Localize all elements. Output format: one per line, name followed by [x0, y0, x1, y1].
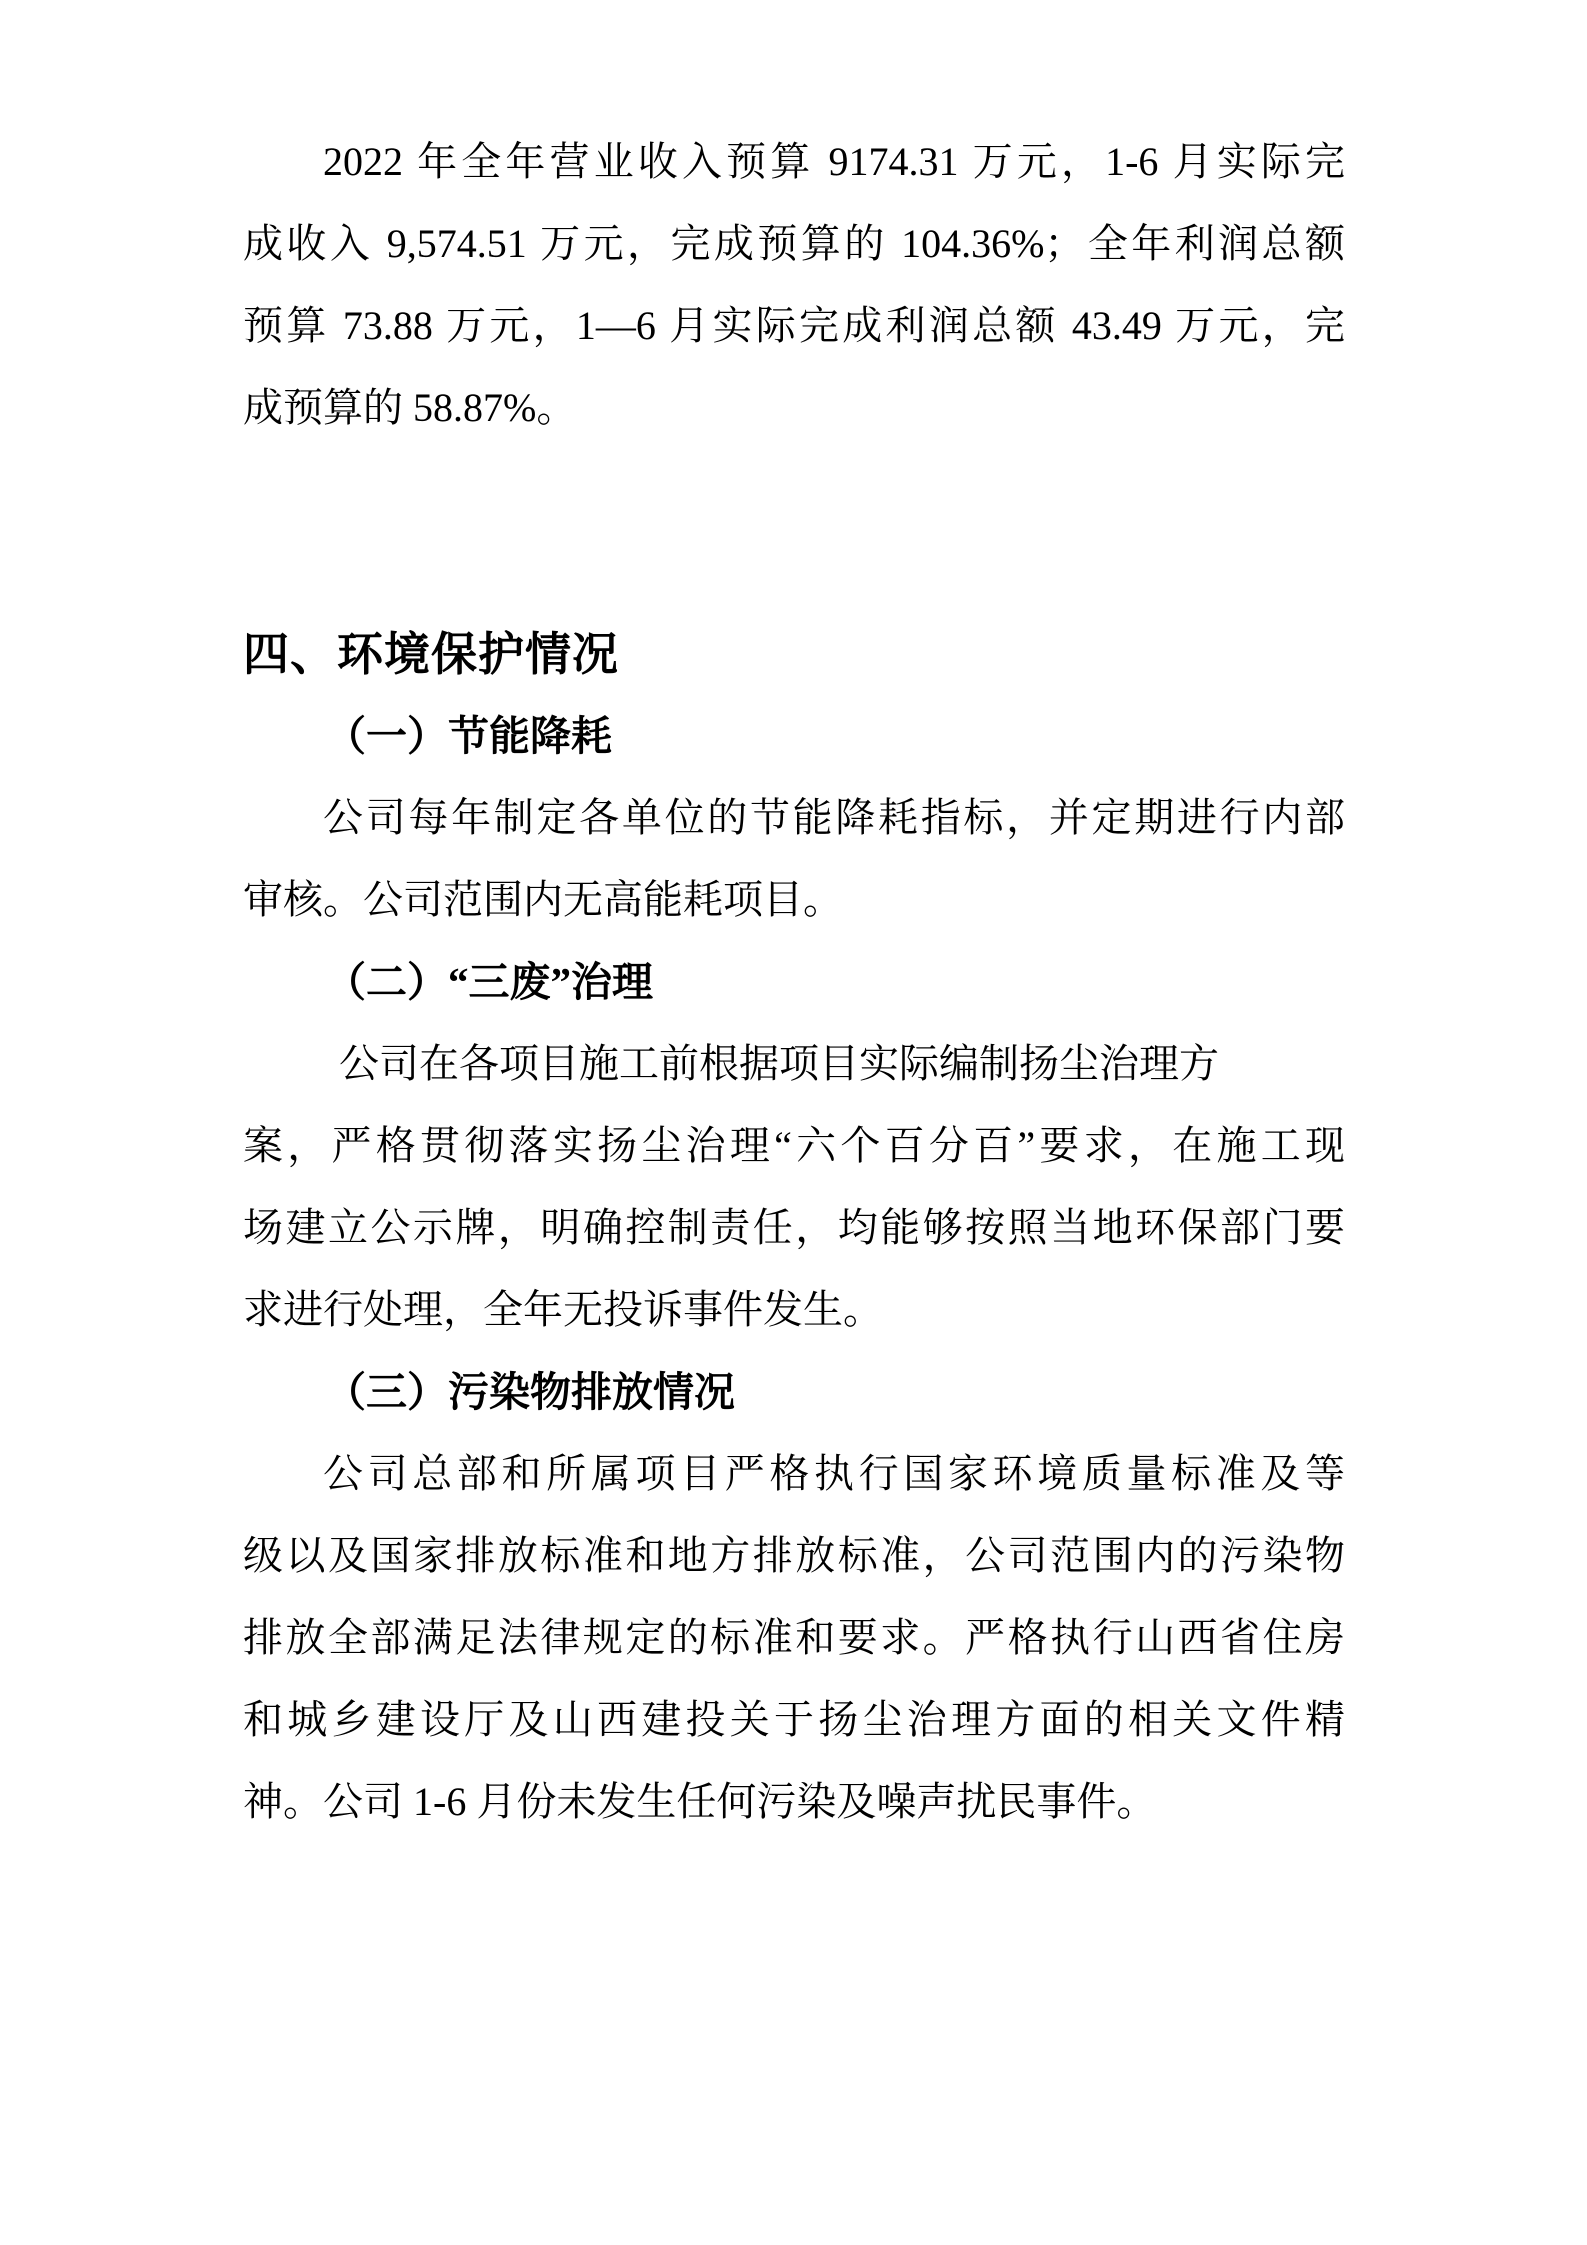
subsection-heading-energy: （一）节能降耗: [325, 713, 612, 759]
finance-paragraph-line-4: 成预算的 58.87%。: [243, 385, 577, 430]
energy-paragraph-line-1: 公司每年制定各单位的节能降耗指标，并定期进行内部: [323, 795, 1345, 840]
paragraph-spacer: [243, 449, 1345, 613]
pollution-paragraph-line-1: 公司总部和所属项目严格执行国家环境质量标准及等: [323, 1451, 1345, 1496]
finance-paragraph-line-2: 成收入 9,574.51 万元，完成预算的 104.36%；全年利润总额: [243, 221, 1345, 266]
waste-paragraph-line-3: 场建立公示牌，明确控制责任，均能够按照当地环保部门要: [243, 1205, 1345, 1250]
subsection-heading-pollution: （三）污染物排放情况: [325, 1369, 735, 1415]
document-content: [243, 121, 1345, 1843]
pollution-paragraph-line-4: 和城乡建设厅及山西建投关于扬尘治理方面的相关文件精: [243, 1697, 1345, 1742]
waste-paragraph-line-1: 公司在各项目施工前根据项目实际编制扬尘治理方: [339, 1041, 1219, 1086]
section-heading-environment: 四、环境保护情况: [243, 628, 619, 680]
pollution-paragraph-line-3: 排放全部满足法律规定的标准和要求。严格执行山西省住房: [243, 1615, 1345, 1660]
waste-paragraph-line-2: 案，严格贯彻落实扬尘治理“六个百分百”要求，在施工现: [243, 1123, 1345, 1168]
waste-paragraph-line-4: 求进行处理，全年无投诉事件发生。: [243, 1287, 883, 1332]
pollution-paragraph-line-5: 神。公司 1-6 月份未发生任何污染及噪声扰民事件。: [243, 1779, 1157, 1824]
subsection-heading-waste: （二）“三废”治理: [325, 959, 653, 1005]
energy-paragraph-line-2: 审核。公司范围内无高能耗项目。: [243, 877, 843, 922]
pollution-paragraph-line-2: 级以及国家排放标准和地方排放标准，公司范围内的污染物: [243, 1533, 1345, 1578]
finance-paragraph-line-3: 预算 73.88 万元，1—6 月实际完成利润总额 43.49 万元，完: [243, 303, 1345, 348]
finance-paragraph-line-1: 2022 年全年营业收入预算 9174.31 万元，1-6 月实际完: [323, 139, 1345, 184]
